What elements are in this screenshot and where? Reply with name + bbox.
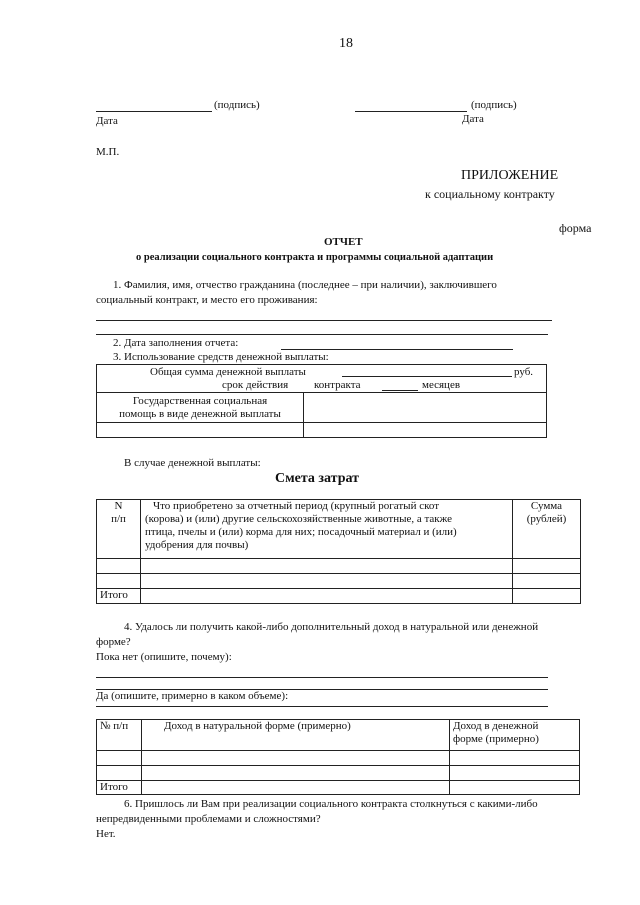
item6-line1: 6. Пришлось ли Вам при реализации социального контракта столкнуться с какими-либо <box>124 798 538 810</box>
blank-line <box>96 334 548 335</box>
state-aid-value-cell <box>304 393 547 423</box>
col-n-header <box>97 500 141 559</box>
contract-label: контракта <box>314 379 361 391</box>
stamp-label: М.П. <box>96 146 120 158</box>
blank-line <box>96 677 548 678</box>
cash-case-label: В случае денежной выплаты: <box>124 457 261 469</box>
empty-cell <box>97 423 304 438</box>
col-n-line1: N <box>114 500 123 512</box>
state-aid-line1: Государственная социальная <box>132 395 268 407</box>
item2-label: 2. Дата заполнения отчета: <box>113 337 239 349</box>
col-natural-header: Доход в натуральной форме (примерно) <box>142 720 450 751</box>
col-sum-line2: (рублей) <box>526 513 567 525</box>
payment-table <box>96 364 547 438</box>
col-desc-header <box>141 500 513 559</box>
appendix-subtitle: к социальному контракту <box>425 187 555 201</box>
item4-line2: форме? <box>96 636 131 648</box>
rub-label: руб. <box>514 366 534 378</box>
total-label: Итого <box>97 781 142 795</box>
sum-fill-line <box>342 376 512 377</box>
item4-line1: 4. Удалось ли получить какой-либо дополнительный доход в натуральной или денежной <box>124 621 539 633</box>
col-desc-line3: птица, пчелы и (или) корма для них; посадочный материал и (или) <box>145 526 457 538</box>
signature-label-right: (подпись) <box>471 99 517 111</box>
yes-label: Да (опишите, примерно в каком объеме): <box>96 690 289 702</box>
col-sum-header <box>513 500 581 559</box>
item6-answer: Нет. <box>96 828 116 840</box>
state-aid-line2: помощь в виде денежной выплаты <box>119 408 281 420</box>
signature-line-left <box>96 111 212 112</box>
page-number: 18 <box>339 36 353 51</box>
col-n-line2: п/п <box>111 513 126 525</box>
form-label: форма <box>559 221 592 235</box>
total-label: Итого <box>97 589 141 604</box>
total-sum-label: Общая сумма денежной выплаты <box>150 366 306 378</box>
state-aid-cell <box>97 393 304 423</box>
total-sum-cell <box>97 365 547 393</box>
months-label: месяцев <box>422 379 461 391</box>
item6-line2: непредвиденными проблемами и сложностями? <box>96 813 321 825</box>
signature-label-left: (подпись) <box>214 99 260 111</box>
appendix-title: ПРИЛОЖЕНИЕ <box>461 168 559 183</box>
col-n-header: № п/п <box>97 720 142 751</box>
col-sum-line1: Сумма <box>530 500 563 512</box>
blank-line <box>96 320 552 321</box>
income-table <box>96 719 580 795</box>
signature-line-right <box>355 111 467 112</box>
date-fill-line <box>281 349 513 350</box>
empty-cell <box>304 423 547 438</box>
estimate-title: Смета затрат <box>275 471 360 486</box>
report-title: ОТЧЕТ <box>324 236 363 248</box>
date-label-right: Дата <box>462 113 484 125</box>
term-label: срок действия <box>222 379 289 391</box>
col-cash-line2: форме (примерно) <box>453 733 539 745</box>
date-label-left: Дата <box>96 115 118 127</box>
report-subtitle: о реализации социального контракта и программы социальной адаптации <box>136 252 494 263</box>
col-cash-line1: Доход в денежной <box>453 720 539 732</box>
blank-line <box>96 706 548 707</box>
estimate-table <box>96 499 581 604</box>
col-cash-header <box>450 720 580 751</box>
table-row <box>97 766 142 781</box>
not-yet-label: Пока нет (опишите, почему): <box>96 651 232 663</box>
table-row <box>97 559 141 574</box>
col-desc-line2: (корова) и (или) другие сельскохозяйственные животные, а также <box>145 513 452 525</box>
months-fill-line <box>382 390 418 391</box>
table-row <box>97 574 141 589</box>
table-row <box>97 751 142 766</box>
col-desc-line1: Что приобретено за отчетный период (крупный рогатый скот <box>153 500 440 512</box>
col-desc-line4: удобрения для почвы) <box>145 539 249 551</box>
item3-label: 3. Использование средств денежной выплаты: <box>113 351 329 363</box>
item1-line2: социальный контракт, и место его проживания: <box>96 294 318 306</box>
item1-line1: 1. Фамилия, имя, отчество гражданина (последнее – при наличии), заключившего <box>113 279 497 291</box>
